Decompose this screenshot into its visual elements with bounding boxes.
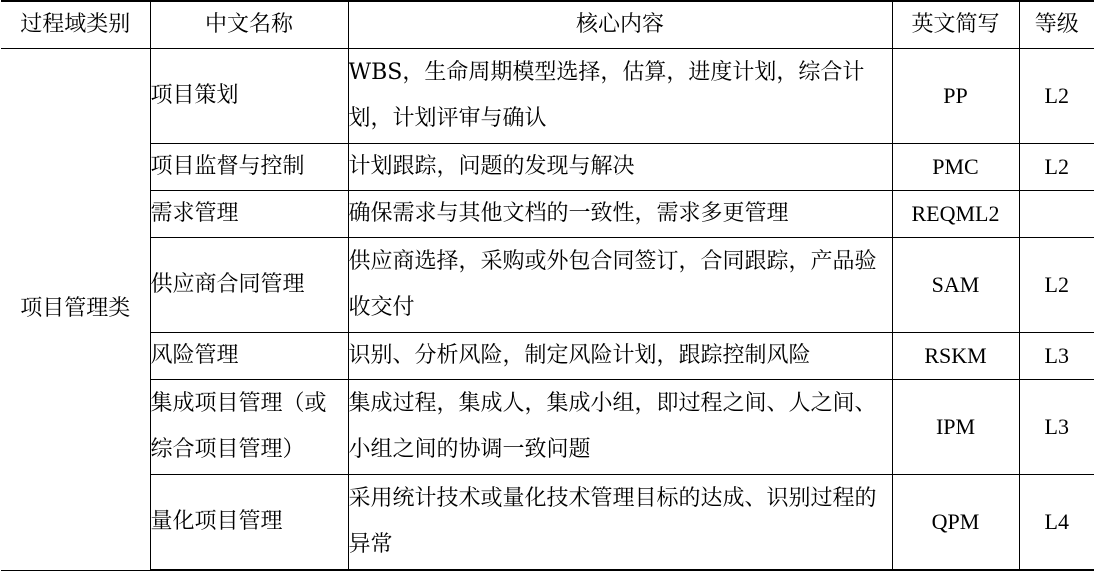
header-chinese-name: 中文名称 [150,1,348,49]
process-area-table [1,0,1094,571]
name-cell: 集成项目管理（或综合项目管理） [150,380,348,475]
table-row [1,238,1094,333]
category-cell: 项目管理类 [1,49,150,571]
header-abbreviation: 英文简写 [892,1,1019,49]
table-row [1,380,1094,475]
level-cell: L2 [1019,144,1094,191]
abbr-cell: QPM [892,475,1019,571]
table-row [1,49,1094,144]
name-cell: 供应商合同管理 [150,238,348,333]
level-cell: L4 [1019,475,1094,571]
table-row [1,191,1094,238]
content-cell: 确保需求与其他文档的一致性，需求多更管理 [348,191,892,238]
content-cell: 供应商选择，采购或外包合同签订，合同跟踪，产品验收交付 [348,238,892,333]
name-cell: 需求管理 [150,191,348,238]
name-cell: 项目监督与控制 [150,144,348,191]
header-category: 过程域类别 [1,1,150,49]
name-cell: 项目策划 [150,49,348,144]
header-core-content: 核心内容 [348,1,892,49]
level-cell: L3 [1019,380,1094,475]
table-row [1,333,1094,380]
table-row [1,475,1094,571]
abbr-cell: RSKM [892,333,1019,380]
content-cell: 识别、分析风险，制定风险计划，跟踪控制风险 [348,333,892,380]
header-level: 等级 [1019,1,1094,49]
abbr-cell: PMC [892,144,1019,191]
level-cell: L2 [1019,49,1094,144]
content-cell: 计划跟踪，问题的发现与解决 [348,144,892,191]
table-row [1,144,1094,191]
content-cell: 采用统计技术或量化技术管理目标的达成、识别过程的异常 [348,475,892,571]
abbr-cell: PP [892,49,1019,144]
level-cell: L2 [1019,238,1094,333]
abbr-cell: SAM [892,238,1019,333]
content-cell: WBS，生命周期模型选择，估算，进度计划，综合计划，计划评审与确认 [348,49,892,144]
abbr-cell: IPM [892,380,1019,475]
content-cell: 集成过程，集成人，集成小组，即过程之间、人之间、小组之间的协调一致问题 [348,380,892,475]
table-header-row [1,1,1094,49]
level-cell: L3 [1019,333,1094,380]
name-cell: 风险管理 [150,333,348,380]
level-cell [1019,191,1094,238]
name-cell: 量化项目管理 [150,475,348,571]
abbr-cell: REQML2 [892,191,1019,238]
